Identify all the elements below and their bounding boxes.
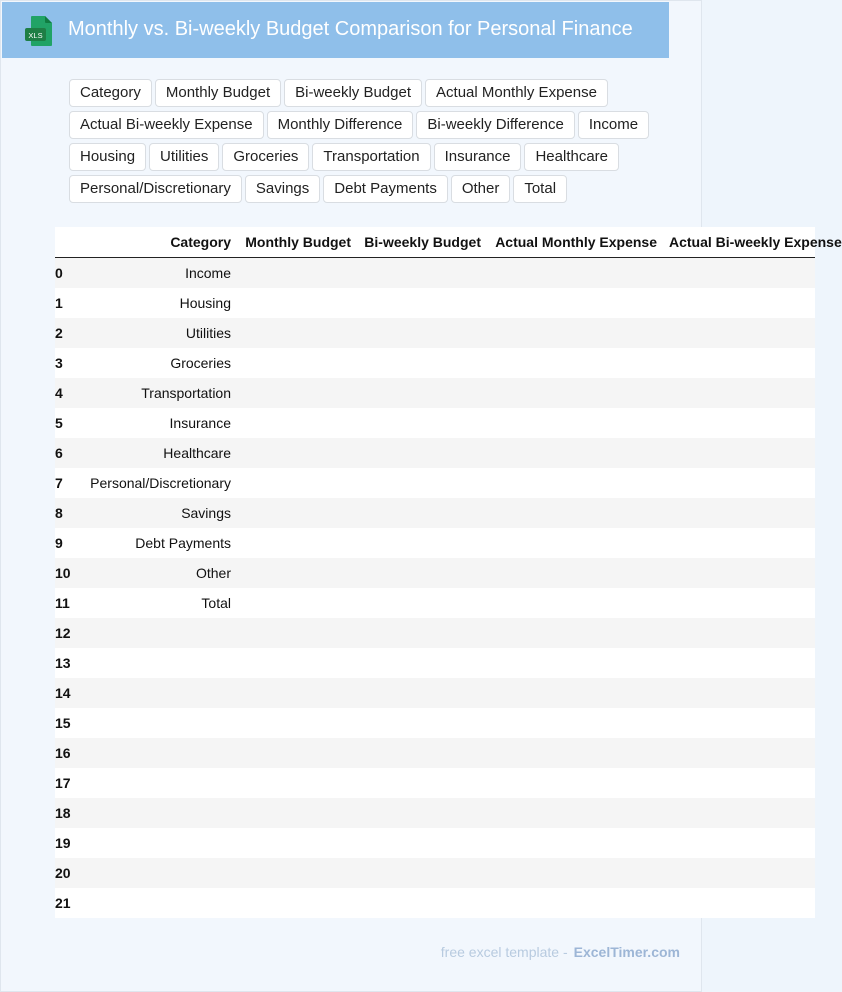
row-index-cell: 4: [55, 385, 63, 401]
table-row: [55, 828, 815, 858]
value-cell: [663, 318, 815, 348]
table-row: [55, 528, 815, 558]
value-cell: [237, 768, 357, 798]
category-cell: [75, 738, 237, 768]
value-cell: [663, 648, 815, 678]
category-cell: Insurance: [169, 415, 231, 431]
value-cell: [357, 738, 487, 768]
row-index-cell: 3: [55, 355, 63, 371]
value-cell: [663, 888, 815, 918]
row-index-cell: 1: [55, 295, 63, 311]
row-index-cell: 21: [55, 895, 71, 911]
value-cell: [663, 738, 815, 768]
table-body: [55, 258, 815, 919]
value-cell: [487, 348, 663, 378]
footer-brand-link[interactable]: ExcelTimer.com: [573, 944, 680, 960]
column-header: [55, 227, 75, 258]
value-cell: [357, 708, 487, 738]
column-header: Monthly Budget: [237, 227, 357, 258]
value-cell: [237, 888, 357, 918]
category-cell: Healthcare: [163, 445, 231, 461]
column-tag-chip[interactable]: Debt Payments: [323, 175, 448, 203]
value-cell: [487, 678, 663, 708]
column-tag-list: [69, 79, 669, 203]
value-cell: [357, 588, 487, 618]
value-cell: [487, 468, 663, 498]
value-cell: [357, 888, 487, 918]
value-cell: [487, 798, 663, 828]
value-cell: [357, 438, 487, 468]
value-cell: [237, 618, 357, 648]
row-index-cell: 20: [55, 865, 71, 881]
value-cell: [357, 828, 487, 858]
category-cell: [75, 648, 237, 678]
row-index-cell: 9: [55, 535, 63, 551]
column-tag-chip[interactable]: Insurance: [434, 143, 522, 171]
table-row: [55, 408, 815, 438]
value-cell: [357, 768, 487, 798]
category-cell: Personal/Discretionary: [90, 475, 231, 491]
table-row: [55, 798, 815, 828]
value-cell: [237, 318, 357, 348]
row-index-cell: 12: [55, 625, 71, 641]
category-cell: Other: [195, 565, 231, 581]
value-cell: [487, 408, 663, 438]
table-row: [55, 438, 815, 468]
category-cell: [75, 708, 237, 738]
value-cell: [487, 498, 663, 528]
value-cell: [663, 678, 815, 708]
table-row: [55, 468, 815, 498]
value-cell: [237, 288, 357, 318]
value-cell: [663, 528, 815, 558]
value-cell: [357, 798, 487, 828]
value-cell: [663, 408, 815, 438]
value-cell: [663, 558, 815, 588]
value-cell: [357, 288, 487, 318]
value-cell: [487, 828, 663, 858]
value-cell: [237, 858, 357, 888]
value-cell: [237, 378, 357, 408]
table-row: [55, 858, 815, 888]
category-cell: [75, 678, 237, 708]
value-cell: [237, 678, 357, 708]
value-cell: [237, 408, 357, 438]
data-table-viewport: [55, 227, 842, 918]
category-cell: Groceries: [170, 355, 231, 371]
value-cell: [357, 858, 487, 888]
row-index-cell: 15: [55, 715, 71, 731]
value-cell: [663, 768, 815, 798]
row-index-cell: 18: [55, 805, 71, 821]
value-cell: [663, 438, 815, 468]
category-cell: Utilities: [185, 325, 231, 341]
value-cell: [663, 828, 815, 858]
column-tag-chip[interactable]: Monthly Difference: [267, 111, 414, 139]
column-header: Bi-weekly Budget: [357, 227, 487, 258]
category-cell: [75, 768, 237, 798]
column-tag-chip[interactable]: Actual Bi-weekly Expense: [69, 111, 264, 139]
value-cell: [487, 618, 663, 648]
value-cell: [487, 768, 663, 798]
row-index-cell: 10: [55, 565, 71, 581]
category-cell: [75, 798, 237, 828]
value-cell: [357, 648, 487, 678]
table-row: [55, 258, 815, 289]
category-cell: Total: [201, 595, 231, 611]
table-row: [55, 378, 815, 408]
value-cell: [237, 498, 357, 528]
row-index-cell: 13: [55, 655, 71, 671]
column-header: Category: [75, 227, 237, 258]
value-cell: [237, 558, 357, 588]
table-row: [55, 768, 815, 798]
value-cell: [663, 498, 815, 528]
value-cell: [357, 498, 487, 528]
row-index-cell: 6: [55, 445, 63, 461]
value-cell: [663, 588, 815, 618]
row-index-cell: 14: [55, 685, 71, 701]
page-title: Monthly vs. Bi-weekly Budget Comparison for Personal Finance: [68, 18, 633, 40]
column-tag-chip[interactable]: Groceries: [222, 143, 309, 171]
value-cell: [487, 558, 663, 588]
column-tag-chip[interactable]: Personal/Discretionary: [69, 175, 242, 203]
value-cell: [237, 798, 357, 828]
value-cell: [487, 318, 663, 348]
category-cell: Housing: [179, 295, 231, 311]
column-tag-chip[interactable]: Healthcare: [524, 143, 619, 171]
row-index-cell: 2: [55, 325, 63, 341]
table-row: [55, 618, 815, 648]
value-cell: [487, 378, 663, 408]
table-row: [55, 738, 815, 768]
row-index-cell: 0: [55, 265, 63, 281]
category-cell: Debt Payments: [135, 535, 231, 551]
column-tag-chip[interactable]: Savings: [245, 175, 320, 203]
value-cell: [487, 858, 663, 888]
value-cell: [487, 288, 663, 318]
value-cell: [237, 468, 357, 498]
value-cell: [357, 318, 487, 348]
value-cell: [663, 798, 815, 828]
value-cell: [357, 528, 487, 558]
value-cell: [237, 348, 357, 378]
row-index-cell: 5: [55, 415, 63, 431]
column-header: Actual Monthly Expense: [487, 227, 663, 258]
table-row: [55, 678, 815, 708]
row-index-cell: 11: [55, 595, 70, 611]
row-index-cell: 17: [55, 775, 71, 791]
category-cell: Income: [185, 265, 231, 281]
category-cell: [75, 858, 237, 888]
value-cell: [663, 378, 815, 408]
value-cell: [237, 588, 357, 618]
category-cell: Transportation: [141, 385, 231, 401]
value-cell: [487, 588, 663, 618]
value-cell: [663, 258, 815, 289]
footer-prefix: free excel template -: [440, 944, 568, 960]
value-cell: [663, 708, 815, 738]
excel-icon-label: XLS: [28, 31, 43, 40]
value-cell: [357, 468, 487, 498]
column-tag-chip[interactable]: Utilities: [149, 143, 219, 171]
column-tag-chip[interactable]: Income: [578, 111, 649, 139]
value-cell: [357, 258, 487, 289]
value-cell: [357, 408, 487, 438]
table-row: [55, 888, 815, 918]
column-tag-chip[interactable]: Bi-weekly Difference: [416, 111, 574, 139]
column-tag-chip[interactable]: Monthly Budget: [155, 79, 281, 107]
value-cell: [237, 738, 357, 768]
row-index-cell: 16: [55, 745, 71, 761]
table-row: [55, 318, 815, 348]
column-tag-chip[interactable]: Category: [69, 79, 152, 107]
category-cell: Savings: [181, 505, 231, 521]
value-cell: [487, 708, 663, 738]
value-cell: [663, 348, 815, 378]
value-cell: [357, 348, 487, 378]
value-cell: [237, 438, 357, 468]
value-cell: [487, 438, 663, 468]
value-cell: [357, 678, 487, 708]
value-cell: [663, 618, 815, 648]
table-header-row: [55, 227, 815, 258]
table-row: [55, 288, 815, 318]
value-cell: [487, 258, 663, 289]
value-cell: [487, 738, 663, 768]
value-cell: [237, 828, 357, 858]
value-cell: [487, 648, 663, 678]
table-row: [55, 558, 815, 588]
value-cell: [487, 888, 663, 918]
category-cell: [75, 828, 237, 858]
title-bar: [2, 2, 669, 58]
column-tag-chip[interactable]: Housing: [69, 143, 146, 171]
value-cell: [663, 858, 815, 888]
column-tag-chip[interactable]: Transportation: [312, 143, 430, 171]
value-cell: [663, 288, 815, 318]
table-row: [55, 498, 815, 528]
column-header: Actual Bi-weekly Expense: [663, 227, 815, 258]
table-row: [55, 648, 815, 678]
value-cell: [237, 528, 357, 558]
table-row: [55, 348, 815, 378]
value-cell: [357, 558, 487, 588]
row-index-cell: 7: [55, 475, 63, 491]
value-cell: [237, 648, 357, 678]
table-row: [55, 588, 815, 618]
table-row: [55, 708, 815, 738]
column-tag-chip[interactable]: Other: [451, 175, 511, 203]
value-cell: [357, 378, 487, 408]
category-cell: [75, 618, 237, 648]
excel-file-icon: [24, 15, 54, 47]
value-cell: [357, 618, 487, 648]
value-cell: [487, 528, 663, 558]
row-index-cell: 19: [55, 835, 71, 851]
row-index-cell: 8: [55, 505, 63, 521]
value-cell: [663, 468, 815, 498]
column-tag-chip[interactable]: Total: [513, 175, 567, 203]
value-cell: [237, 708, 357, 738]
value-cell: [237, 258, 357, 289]
column-tag-chip[interactable]: Actual Monthly Expense: [425, 79, 608, 107]
budget-table: [55, 227, 842, 918]
column-tag-chip[interactable]: Bi-weekly Budget: [284, 79, 422, 107]
category-cell: [75, 888, 237, 918]
footer-credit: [441, 944, 680, 960]
